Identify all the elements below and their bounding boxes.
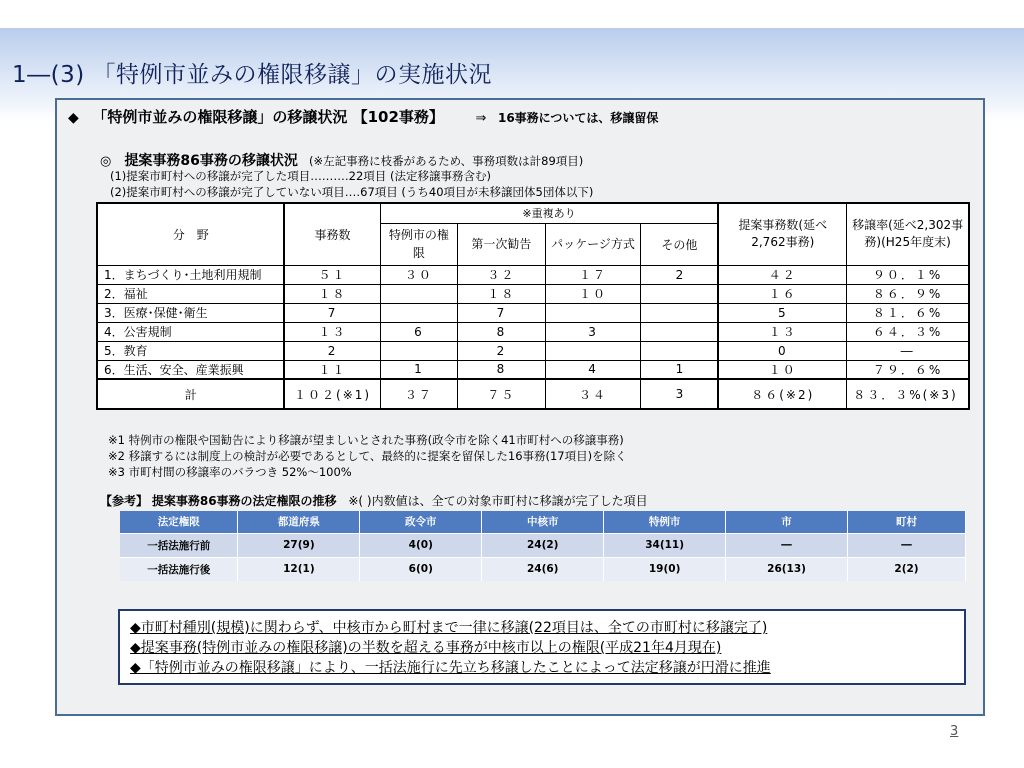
cell-field: 1．まちづくり･土地利用規制	[97, 265, 284, 284]
total-package: ３４	[545, 379, 641, 409]
page-title: 1―(3) 「特例市並みの権限移譲」の実施状況	[12, 62, 493, 88]
summary-point-1: ◆市町村種別(規模)に関わらず、中核市から町村まで一律に移譲(22項目は、全ての市町村に移譲完了)	[130, 620, 768, 636]
total-daiichiji: ７５	[458, 379, 546, 409]
ref-col-header: 政令市	[360, 511, 482, 533]
cell-daiichiji: 7	[458, 303, 546, 322]
header-package: パッケージ方式	[545, 223, 641, 265]
ref-cell: 2(2)	[848, 557, 966, 581]
header-rate: 移譲率(延べ2,302事務)(H25年度末)	[847, 203, 969, 265]
cell-rate: ９０．１%	[847, 265, 969, 284]
cell-other: 1	[641, 360, 718, 379]
cell-tokurei: 1	[380, 360, 457, 379]
ref-col-header: 市	[726, 511, 848, 533]
cell-field: 4．公害規制	[97, 322, 284, 341]
ref-row-before	[120, 533, 966, 557]
cell-package	[545, 303, 641, 322]
cell-other	[641, 303, 718, 322]
cell-field: 5．教育	[97, 341, 284, 360]
table-row	[97, 303, 969, 322]
ref-cell: 26(13)	[726, 557, 848, 581]
ref-cell: 34(11)	[604, 533, 726, 557]
cell-package: １７	[545, 265, 641, 284]
status-line-completed: (1)提案市町村への移譲が完了した項目‥‥‥‥‥22項目 (法定移譲事務含む)	[110, 169, 491, 183]
main-heading	[68, 106, 658, 127]
ref-cell: 4(0)	[360, 533, 482, 557]
cell-rate: ―	[847, 341, 969, 360]
cell-package: 4	[545, 360, 641, 379]
table-row	[97, 265, 969, 284]
cell-proposal: 5	[718, 303, 846, 322]
ref-cell: 24(6)	[482, 557, 604, 581]
main-heading-text: 「特例市並みの権限移譲」の移譲状況 【102事務】	[92, 108, 444, 126]
cell-rate: ８６．９%	[847, 284, 969, 303]
cell-proposal: 0	[718, 341, 846, 360]
header-proposal: 提案事務数(延べ2,762事務)	[718, 203, 846, 265]
cell-count: 7	[284, 303, 380, 322]
transfer-status-table	[96, 202, 970, 410]
cell-tokurei: 6	[380, 322, 457, 341]
reference-label: 【参考】	[100, 494, 149, 508]
cell-package: 3	[545, 322, 641, 341]
cell-proposal: １６	[718, 284, 846, 303]
right-arrow-icon: ⇒	[475, 111, 487, 126]
ref-cell: 一括法施行後	[120, 557, 238, 581]
ref-cell: 12(1)	[238, 557, 360, 581]
cell-count: １１	[284, 360, 380, 379]
ref-cell: ―	[726, 533, 848, 557]
cell-other	[641, 322, 718, 341]
cell-daiichiji: 8	[458, 360, 546, 379]
sub-heading-text: 提案事務86事務の移譲状況	[124, 153, 298, 169]
table-row	[97, 322, 969, 341]
cell-field: 2．福祉	[97, 284, 284, 303]
cell-rate: ６４．３%	[847, 322, 969, 341]
total-count: １０２(※1)	[284, 379, 380, 409]
cell-tokurei	[380, 303, 457, 322]
ref-cell: 19(0)	[604, 557, 726, 581]
cell-proposal: ４２	[718, 265, 846, 284]
ref-cell: 一括法施行前	[120, 533, 238, 557]
footnote-1: ※1 特例市の権限や国勧告により移譲が望ましいとされた事務(政令市を除く41市町村への移譲事務)	[108, 433, 624, 447]
cell-daiichiji: ３２	[458, 265, 546, 284]
cell-count: ５１	[284, 265, 380, 284]
ref-cell: 24(2)	[482, 533, 604, 557]
ref-col-header: 法定権限	[120, 511, 238, 533]
cell-other	[641, 341, 718, 360]
ref-col-header: 特例市	[604, 511, 726, 533]
cell-package	[545, 341, 641, 360]
header-field: 分 野	[97, 203, 284, 265]
table-row	[97, 284, 969, 303]
diamond-bullet-icon: ◆	[68, 110, 79, 126]
table-row	[97, 341, 969, 360]
cell-tokurei	[380, 341, 457, 360]
total-field: 計	[97, 379, 284, 409]
cell-other	[641, 284, 718, 303]
header-overlap: ※重複あり	[380, 203, 718, 223]
total-other: 3	[641, 379, 718, 409]
cell-rate: ７９．６%	[847, 360, 969, 379]
cell-field: 6．生活、安全、産業振興	[97, 360, 284, 379]
cell-field: 3．医療･保健･衛生	[97, 303, 284, 322]
status-line-incomplete: (2)提案市町村への移譲が完了していない項目‥‥67項目 (うち40項目が未移譲団体5団体以下)	[110, 185, 594, 199]
cell-proposal: １０	[718, 360, 846, 379]
cell-other: 2	[641, 265, 718, 284]
reference-title: 提案事務86事務の法定権限の推移	[151, 494, 337, 508]
footnote-2: ※2 移譲するには制度上の検討が必要であるとして、最終的に提案を留保した16事務(17項目)を除く	[108, 449, 627, 463]
cell-package: １０	[545, 284, 641, 303]
legal-authority-table	[120, 511, 966, 581]
header-other: その他	[641, 223, 718, 265]
cell-daiichiji: １８	[458, 284, 546, 303]
cell-daiichiji: 2	[458, 341, 546, 360]
summary-point-3: ◆「特例市並みの権限移譲」により、一括法施行に先立ち移譲したことによって法定移譲が円滑に推進	[130, 660, 771, 676]
header-tokurei: 特例市の権限	[380, 223, 457, 265]
summary-point-2: ◆提案事務(特例市並みの権限移譲)の半数を超える事務が中核市以上の権限(平成21年4月現在)	[130, 640, 722, 656]
cell-daiichiji: 8	[458, 322, 546, 341]
footnote-3: ※3 市町村間の移譲率のバラつき 52%～100%	[108, 465, 352, 479]
total-tokurei: ３７	[380, 379, 457, 409]
ref-cell: 6(0)	[360, 557, 482, 581]
cell-rate: ８１．６%	[847, 303, 969, 322]
total-rate: ８３．３%(※3)	[847, 379, 969, 409]
reference-note: ※( )内数値は、全ての対象市町村に移譲が完了した項目	[348, 494, 648, 508]
table-total-row	[97, 379, 969, 409]
reference-heading	[100, 492, 648, 509]
total-proposal: ８６(※2)	[718, 379, 846, 409]
ref-row-after	[120, 557, 966, 581]
cell-tokurei	[380, 284, 457, 303]
cell-proposal: １３	[718, 322, 846, 341]
sub-heading	[100, 150, 583, 170]
table-row	[97, 360, 969, 379]
ref-cell: 27(9)	[238, 533, 360, 557]
double-circle-bullet-icon: ◎	[100, 154, 112, 169]
summary-box	[118, 609, 966, 685]
sub-heading-note: (※左記事務に枝番があるため、事務項数は計89項目)	[309, 154, 584, 168]
ref-col-header: 都道府県	[238, 511, 360, 533]
main-heading-note: 16事務については、移譲留保	[497, 111, 659, 125]
ref-cell: ―	[848, 533, 966, 557]
header-count: 事務数	[284, 203, 380, 265]
cell-count: 2	[284, 341, 380, 360]
cell-count: １３	[284, 322, 380, 341]
page-number: 3	[950, 724, 959, 739]
cell-tokurei: ３０	[380, 265, 457, 284]
cell-count: １８	[284, 284, 380, 303]
ref-col-header: 中核市	[482, 511, 604, 533]
ref-col-header: 町村	[848, 511, 966, 533]
header-daiichiji: 第一次勧告	[458, 223, 546, 265]
